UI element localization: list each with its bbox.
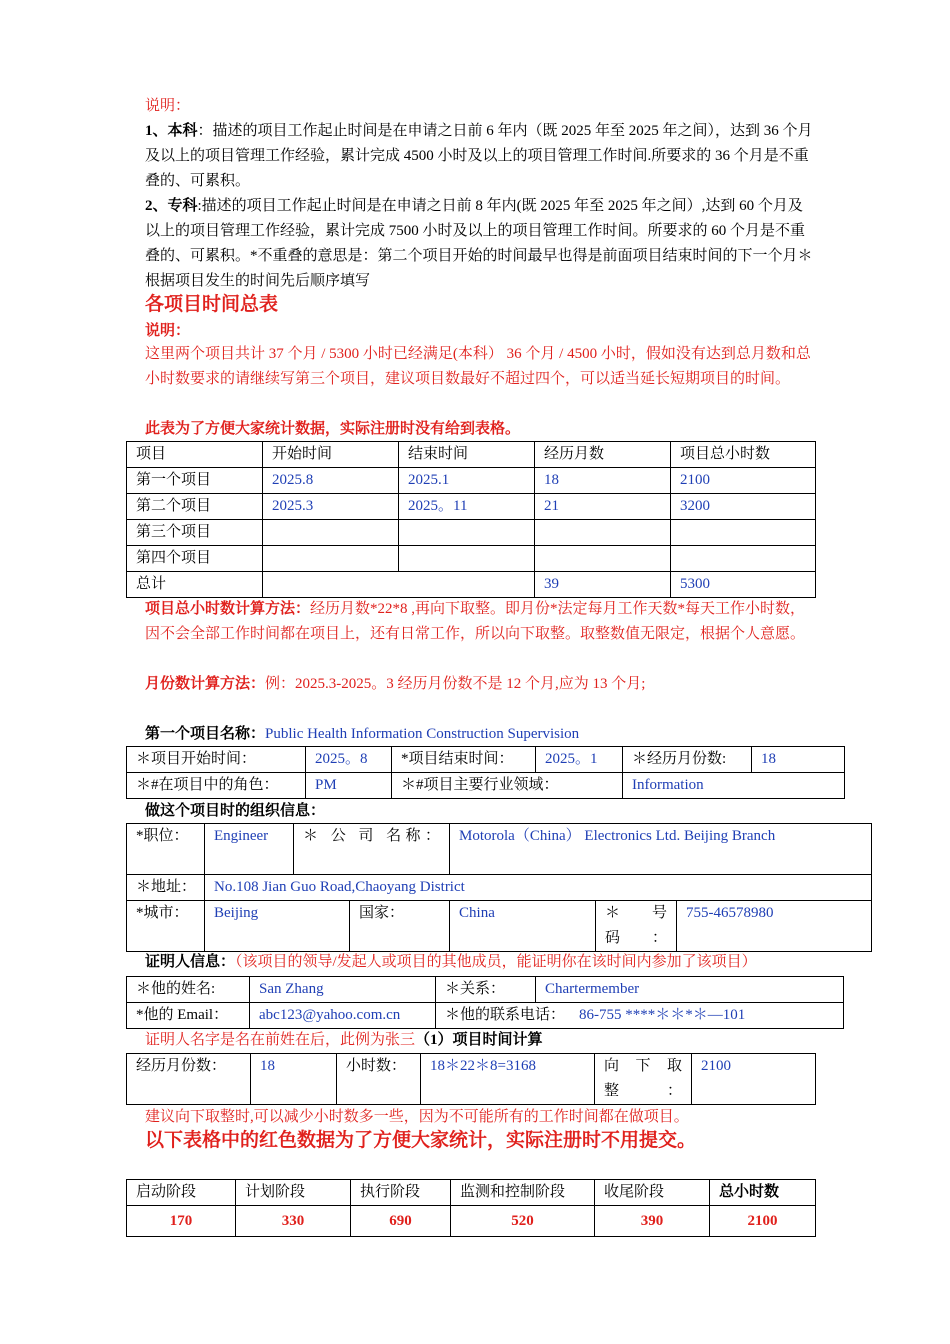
phase-table bbox=[126, 1179, 816, 1237]
start-cell bbox=[263, 520, 399, 546]
role-value: PM bbox=[306, 773, 392, 799]
industry-label: ＊#项目主要行业领域： bbox=[392, 773, 623, 799]
undergrad-text: ：描述的项目工作起止时间是在申请之日前 6 年内（既 2025 年至 2025 年之间），达到 36 个月及以上的项目管理工作经验，累计完成 4500 小时及以上的项目管理工作时间.所要求的 36 个月是不重叠的、可累积。 bbox=[145, 123, 813, 189]
college-prefix: 2、专科 bbox=[145, 198, 198, 214]
start-cell: 2025.8 bbox=[263, 468, 399, 494]
end-label: *项目结束时间： bbox=[392, 747, 536, 773]
table-row bbox=[127, 1206, 816, 1237]
total-empty-cell bbox=[263, 572, 535, 598]
project-cell: 第三个项目 bbox=[127, 520, 263, 546]
relation-value: Chartermember bbox=[536, 977, 844, 1003]
undergrad-prefix: 1、本科 bbox=[145, 123, 198, 139]
calc-title: （1）项目时间计算 bbox=[415, 1032, 543, 1048]
red-data-note: 以下表格中的红色数据为了方便大家统计，实际注册时不用提交。 bbox=[145, 1130, 697, 1151]
months-method-label: 月份数计算方法： bbox=[145, 676, 266, 692]
witness-name-note-line bbox=[145, 1028, 543, 1053]
months-method-text: 例：2025.3-2025。3 经历月份数不是 12 个月,应为 13 个月; bbox=[265, 676, 646, 692]
phase-value: 390 bbox=[595, 1206, 710, 1237]
table-row bbox=[127, 520, 816, 546]
country-value: China bbox=[450, 901, 596, 952]
contact-cell bbox=[436, 1003, 844, 1029]
email-label: *他的 Email： bbox=[127, 1003, 250, 1029]
header-cell: 结束时间 bbox=[399, 442, 535, 468]
phase-header: 收尾阶段 bbox=[595, 1180, 710, 1206]
role-label: ＊#在项目中的角色： bbox=[127, 773, 306, 799]
project-cell: 第一个项目 bbox=[127, 468, 263, 494]
summary-note: 这里两个项目共计 37 个月 / 5300 小时已经满足(本科） 36 个月 / 4500 小时，假如没有达到总月数和总小时数要求的请继续写第三个项目，建议项目数最好不超过四个，可以适当延长短期项目的时间。 bbox=[145, 346, 811, 387]
end-cell bbox=[399, 546, 535, 572]
email-value: abc123@yahoo.com.cn bbox=[250, 1003, 436, 1029]
phase-header: 计划阶段 bbox=[236, 1180, 351, 1206]
phase-value: 520 bbox=[451, 1206, 595, 1237]
address-label: ＊地址： bbox=[127, 875, 205, 901]
summary-table bbox=[126, 441, 816, 598]
months-cell: 18 bbox=[535, 468, 671, 494]
project-cell: 第四个项目 bbox=[127, 546, 263, 572]
hours-method bbox=[145, 597, 813, 647]
project-cell: 第二个项目 bbox=[127, 494, 263, 520]
position-value: Engineer bbox=[205, 824, 294, 875]
project-name-line bbox=[145, 722, 579, 747]
end-value: 2025。1 bbox=[536, 747, 623, 773]
end-cell bbox=[399, 520, 535, 546]
header-cell: 经历月数 bbox=[535, 442, 671, 468]
college-text: :描述的项目工作起止时间是在申请之日前 8 年内(既 2025 年至 2025 年之间）,达到 60 个月及以上的项目管理工作经验，累计完成 7500 小时及以上的项目管理工作时间。所要求的 60 个月是不重叠的、可累积。*不重叠的意思是：第二个项目开始的时间最早也得是前面项目结束时间的下一个月＊根据项目发生的时间先后顺序填写 bbox=[145, 198, 813, 289]
months-label: ＊经历月份数: bbox=[623, 747, 752, 773]
hours-cell: 2100 bbox=[671, 468, 816, 494]
header-cell: 项目 bbox=[127, 442, 263, 468]
total-months: 39 bbox=[535, 572, 671, 598]
contact-label: ＊他的联系电话： bbox=[445, 1007, 566, 1023]
project-basic-table bbox=[126, 746, 845, 799]
calc-months-value: 18 bbox=[251, 1054, 337, 1105]
calc-advice: 建议向下取整时,可以减少小时数多一些，因为不可能所有的工作时间都在做项目。 bbox=[145, 1109, 689, 1125]
table-row bbox=[127, 901, 872, 952]
phase-header: 监测和控制阶段 bbox=[451, 1180, 595, 1206]
table-header-row bbox=[127, 442, 816, 468]
start-value: 2025。8 bbox=[306, 747, 392, 773]
table-row bbox=[127, 1003, 844, 1029]
months-cell bbox=[535, 520, 671, 546]
project-name: Public Health Information Construction Supervision bbox=[265, 726, 580, 742]
witness-title: 证明人信息： bbox=[145, 954, 236, 970]
hours-cell bbox=[671, 520, 816, 546]
calc-table bbox=[126, 1053, 816, 1105]
witness-name-value: San Zhang bbox=[250, 977, 436, 1003]
end-cell: 2025。11 bbox=[399, 494, 535, 520]
calc-round-label: 向 下 取 整： bbox=[595, 1054, 692, 1105]
intro-label: 说明： bbox=[145, 98, 191, 114]
phone-label: ＊ 号码： bbox=[596, 901, 677, 952]
summary-title: 各项目时间总表 bbox=[145, 294, 279, 315]
org-title: 做这个项目时的组织信息： bbox=[145, 803, 326, 819]
phase-header: 执行阶段 bbox=[351, 1180, 451, 1206]
months-cell: 21 bbox=[535, 494, 671, 520]
total-label: 总计 bbox=[127, 572, 263, 598]
industry-value: Information bbox=[623, 773, 845, 799]
witness-name-note: 证明人名字是名在前姓在后，此例为张三 bbox=[145, 1032, 416, 1048]
phone-value: 755-46578980 bbox=[677, 901, 872, 952]
phase-header: 启动阶段 bbox=[127, 1180, 236, 1206]
months-method bbox=[145, 672, 813, 697]
position-label: *职位： bbox=[127, 824, 205, 875]
org-table bbox=[126, 823, 872, 952]
table-row bbox=[127, 468, 816, 494]
college-requirement bbox=[145, 194, 813, 294]
company-value: Motorola（China） Electronics Ltd. Beijing Branch bbox=[450, 824, 872, 875]
hours-cell: 3200 bbox=[671, 494, 816, 520]
phase-value: 330 bbox=[236, 1206, 351, 1237]
start-label: ＊项目开始时间： bbox=[127, 747, 306, 773]
address-value: No.108 Jian Guo Road,Chaoyang District bbox=[205, 875, 872, 901]
table-row bbox=[127, 494, 816, 520]
hours-method-text: 经历月数*22*8 ,再向下取整。即月份*法定每月工作天数*每天工作小时数，因不会全部工作时间都在项目上，还有日常工作，所以向下取整。取整数值无限定，根据个人意愿。 bbox=[145, 601, 806, 642]
contact-value: 86-755 ****＊＊*＊—101 bbox=[579, 1007, 746, 1023]
country-label: 国家： bbox=[350, 901, 450, 952]
calc-hours-value: 18＊22＊8=3168 bbox=[421, 1054, 595, 1105]
witness-title-line bbox=[145, 950, 757, 975]
city-value: Beijing bbox=[205, 901, 350, 952]
months-cell bbox=[535, 546, 671, 572]
table-row bbox=[127, 546, 816, 572]
phase-value: 690 bbox=[351, 1206, 451, 1237]
witness-table bbox=[126, 976, 844, 1029]
city-label: *城市： bbox=[127, 901, 205, 952]
start-cell: 2025.3 bbox=[263, 494, 399, 520]
undergrad-requirement bbox=[145, 119, 813, 194]
convenience-note: 此表为了方便大家统计数据，实际注册时没有给到表格。 bbox=[145, 421, 521, 437]
header-cell: 开始时间 bbox=[263, 442, 399, 468]
project-name-label: 第一个项目名称： bbox=[145, 726, 266, 742]
phase-header-total: 总小时数 bbox=[710, 1180, 816, 1206]
hours-cell bbox=[671, 546, 816, 572]
table-row bbox=[127, 875, 872, 901]
relation-label: ＊关系： bbox=[436, 977, 536, 1003]
table-total-row bbox=[127, 572, 816, 598]
calc-round-value: 2100 bbox=[692, 1054, 816, 1105]
calc-hours-label: 小时数： bbox=[337, 1054, 421, 1105]
total-hours: 5300 bbox=[671, 572, 816, 598]
header-cell: 项目总小时数 bbox=[671, 442, 816, 468]
phase-total-value: 2100 bbox=[710, 1206, 816, 1237]
table-row bbox=[127, 1054, 816, 1105]
table-row bbox=[127, 977, 844, 1003]
company-label: ＊ 公 司 名称： bbox=[294, 824, 450, 875]
start-cell bbox=[263, 546, 399, 572]
phase-value: 170 bbox=[127, 1206, 236, 1237]
table-row bbox=[127, 773, 845, 799]
table-row bbox=[127, 824, 872, 875]
witness-name-label: ＊他的姓名: bbox=[127, 977, 250, 1003]
hours-method-label: 项目总小时数计算方法： bbox=[145, 601, 311, 617]
summary-note-label: 说明： bbox=[145, 323, 191, 339]
witness-note: （该项目的领导/发起人或项目的其他成员，能证明你在该时间内参加了该项目） bbox=[235, 954, 757, 970]
table-header-row bbox=[127, 1180, 816, 1206]
table-row bbox=[127, 747, 845, 773]
end-cell: 2025.1 bbox=[399, 468, 535, 494]
calc-months-label: 经历月份数： bbox=[127, 1054, 251, 1105]
months-value: 18 bbox=[752, 747, 845, 773]
